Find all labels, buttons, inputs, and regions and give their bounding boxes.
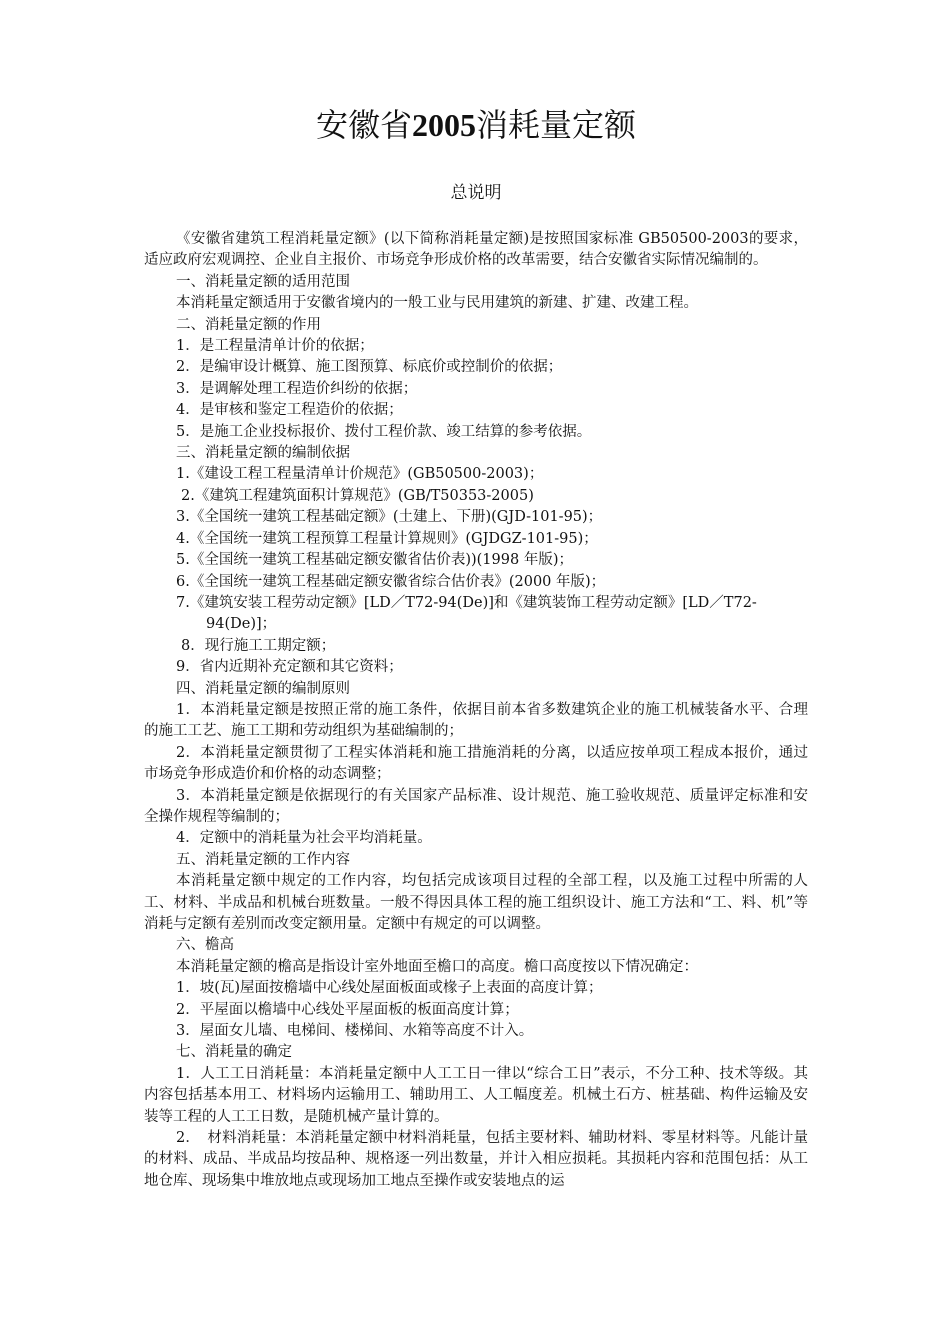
paragraph: 6.《全国统一建筑工程基础定额安徽省综合估价表》(2000 年版)； bbox=[176, 573, 606, 590]
paragraph: 《安徽省建筑工程消耗量定额》(以下简称消耗量定额)是按照国家标准 GB50500-2003的要求，适应政府宏观调控、企业自主报价、市场竞争形成价格的改革需要，结合安徽省实际情况编制的。 bbox=[144, 231, 808, 269]
paragraph: 2．平屋面以檐墙中心线处平屋面板的板面高度计算； bbox=[176, 1001, 519, 1018]
paragraph: 3．本消耗量定额是依据现行的有关国家产品标准、设计规范、施工验收规范、质量评定标准和安全操作规程等编制的； bbox=[144, 787, 808, 825]
paragraph: 1．人工工日消耗量：本消耗量定额中人工工日一律以“综合工日”表示，不分工种、技术等级。其内容包括基本用工、材料场内运输用工、辅助用工、人工幅度差。机械土石方、桩基础、构件运输及安装等工程的人工工日数，是随机械产量计算的。 bbox=[144, 1065, 808, 1125]
paragraph: 一、消耗量定额的适用范围 bbox=[176, 273, 350, 290]
paragraph: 三、消耗量定额的编制依据 bbox=[176, 445, 350, 462]
paragraph: 二、消耗量定额的作用 bbox=[176, 316, 321, 333]
section-subtitle: 总说明 bbox=[450, 183, 502, 203]
paragraph: 4．定额中的消耗量为社会平均消耗量。 bbox=[176, 830, 432, 847]
paragraph: 5.《全国统一建筑工程基础定额安徽省估价表))(1998 年版)； bbox=[176, 552, 573, 569]
paragraph: 3.《全国统一建筑工程基础定额》(土建上、下册)(GJD-101-95)； bbox=[176, 509, 603, 526]
paragraph: 1.《建设工程工程量清单计价规范》(GB50500-2003)； bbox=[176, 466, 544, 483]
title-prefix: 安徽省 bbox=[315, 106, 412, 144]
paragraph: 七、消耗量的确定 bbox=[176, 1044, 292, 1061]
paragraph: 9．省内近期补充定额和其它资料； bbox=[176, 659, 403, 676]
paragraph: 2． 材料消耗量：本消耗量定额中材料消耗量，包括主要材料、辅助材料、零星材料等。凡能计量的材料、成品、半成品均按品种、规格逐一列出数量，并计入相应损耗。其损耗内容和范围包括：从工地仓库、现场集中堆放地点或现场加工地点至操作或安装地点的运 bbox=[144, 1130, 808, 1189]
paragraph: 2．是编审设计概算、施工图预算、标底价或控制价的依据； bbox=[176, 359, 563, 376]
paragraph: 本消耗量定额的檐高是指设计室外地面至檐口的高度。檐口高度按以下情况确定： bbox=[176, 958, 698, 975]
paragraph: 7.《建筑安装工程劳动定额》[LD／T72-94(De)]和《建筑装饰工程劳动定额》[LD／T72-94(De)]； bbox=[176, 594, 757, 633]
title-year: 2005 bbox=[412, 107, 476, 143]
paragraph: 1．坡(瓦)屋面按檐墙中心线处屋面板面或椽子上表面的高度计算； bbox=[176, 980, 603, 997]
document-body bbox=[144, 229, 808, 1192]
paragraph: 本消耗量定额中规定的工作内容，均包括完成该项目过程的全部工程，以及施工过程中所需的人工、材料、半成品和机械台班数量。一般不得因具体工程的施工组织设计、施工方法和“工、料、机”等消耗与定额有差别而改变定额用量。定额中有规定的可以调整。 bbox=[144, 873, 808, 932]
paragraph: 3．是调解处理工程造价纠纷的依据； bbox=[176, 380, 418, 397]
paragraph: 2.《建筑工程建筑面积计算规范》(GB/T50353-2005) bbox=[181, 487, 534, 504]
paragraph: 四、消耗量定额的编制原则 bbox=[176, 680, 350, 697]
paragraph: 4.《全国统一建筑工程预算工程量计算规则》(GJDGZ-101-95)； bbox=[176, 530, 598, 547]
paragraph: 5．是施工企业投标报价、拨付工程价款、竣工结算的参考依据。 bbox=[176, 423, 592, 440]
paragraph: 3．屋面女儿墙、电梯间、楼梯间、水箱等高度不计入。 bbox=[176, 1023, 534, 1040]
paragraph: 本消耗量定额适用于安徽省境内的一般工业与民用建筑的新建、扩建、改建工程。 bbox=[176, 295, 698, 312]
paragraph: 1．本消耗量定额是按照正常的施工条件，依据目前本省多数建筑企业的施工机械装备水平、合理的施工工艺、施工工期和劳动组织为基础编制的； bbox=[144, 701, 808, 740]
paragraph: 五、消耗量定额的工作内容 bbox=[176, 851, 350, 868]
paragraph: 2．本消耗量定额贯彻了工程实体消耗和施工措施消耗的分离，以适应按单项工程成本报价，通过市场竞争形成造价和价格的动态调整； bbox=[144, 744, 808, 783]
paragraph: 六、檐高 bbox=[176, 937, 234, 954]
paragraph: 1．是工程量清单计价的依据； bbox=[176, 338, 374, 355]
paragraph: 8．现行施工工期定额； bbox=[181, 637, 336, 654]
title-suffix: 消耗量定额 bbox=[476, 106, 637, 144]
document-title bbox=[144, 103, 808, 147]
paragraph: 4．是审核和鉴定工程造价的依据； bbox=[176, 402, 403, 419]
